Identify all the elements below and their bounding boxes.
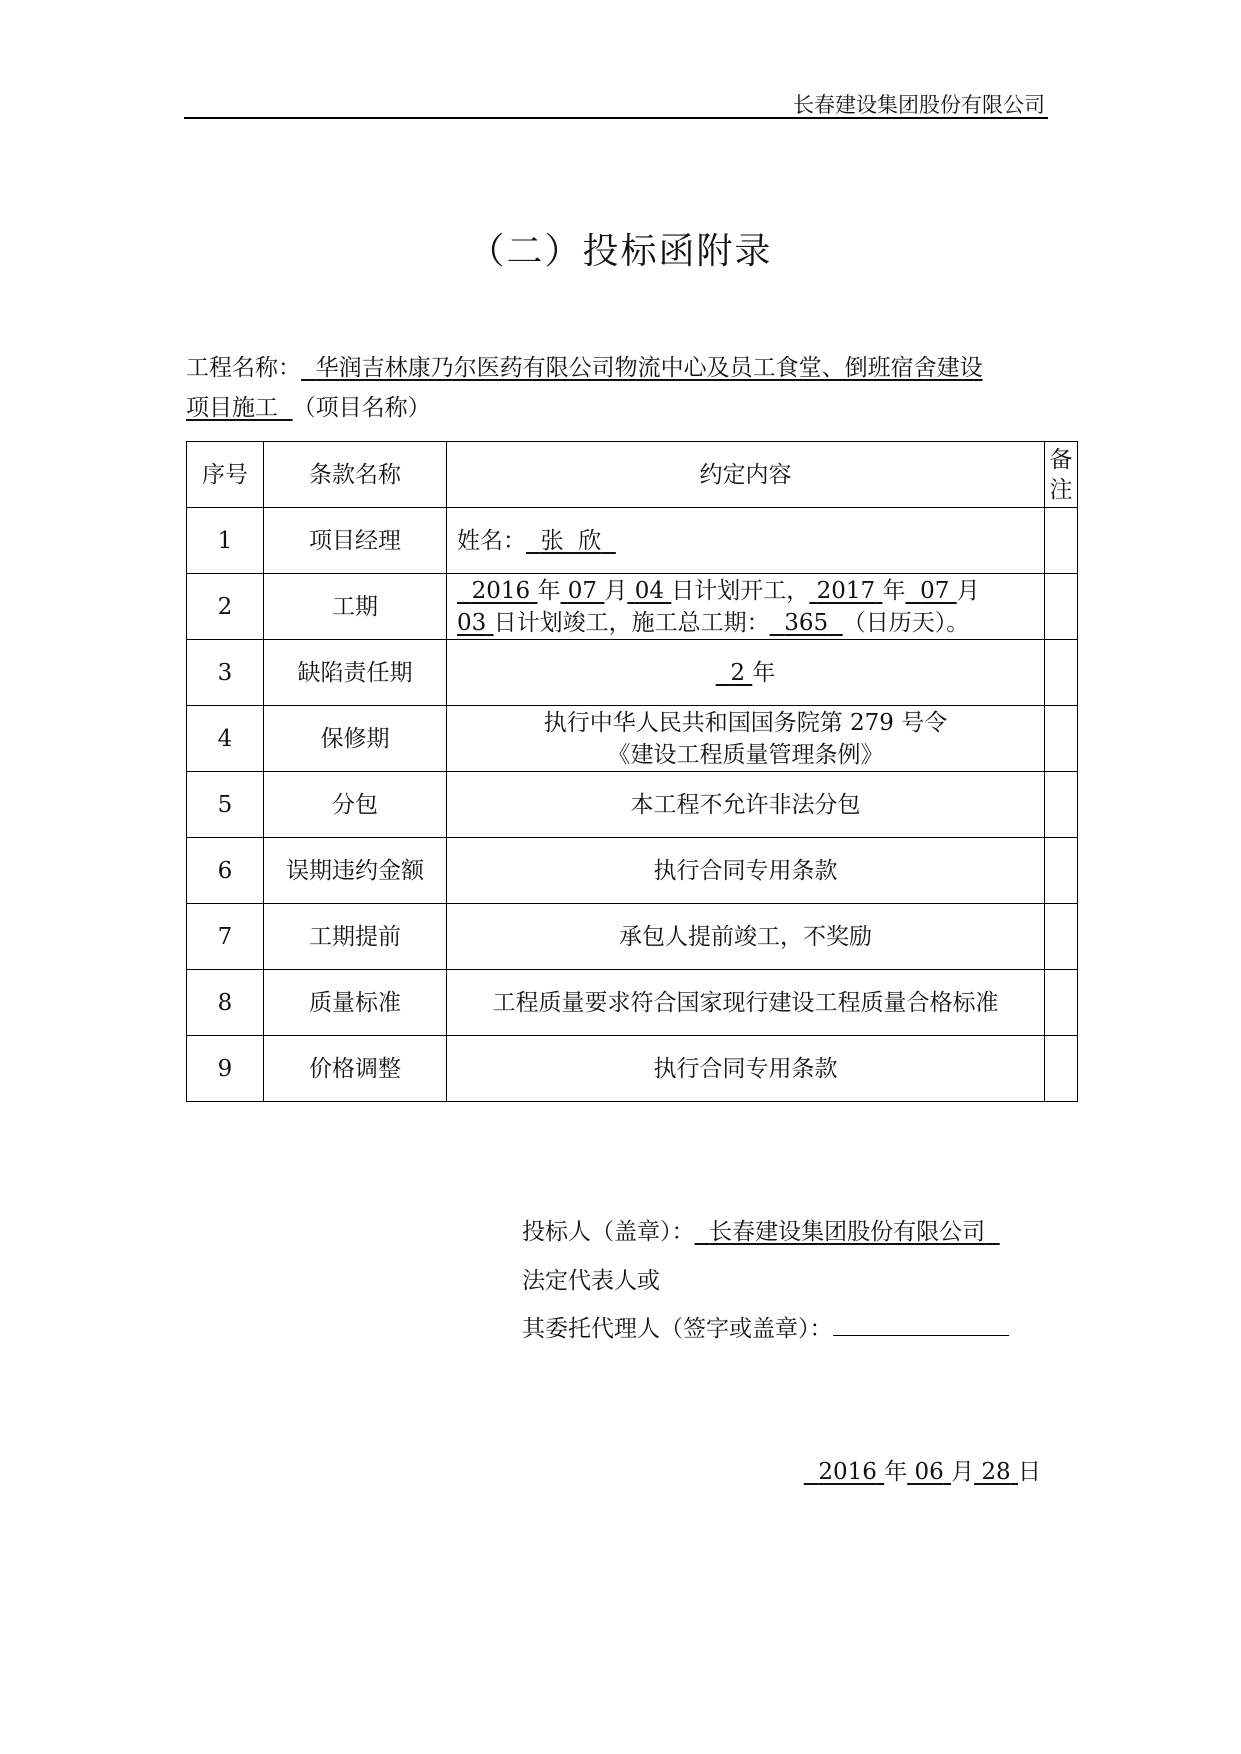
row-no: 6 — [187, 838, 264, 904]
row-content: 2016 年 07 月 04 日计划开工， 2017 年 07 月 03 日计划竣工，施工总工期： 365 （日历天）。 — [447, 574, 1045, 640]
row-clause: 工期 — [264, 574, 447, 640]
row-no: 8 — [187, 970, 264, 1036]
row-remark — [1045, 640, 1078, 706]
row-content: 执行合同专用条款 — [447, 1036, 1045, 1102]
appendix-table — [186, 441, 1078, 1102]
header-remark: 备注 — [1045, 442, 1078, 508]
project-line-2 — [186, 389, 431, 422]
project-line-1 — [186, 349, 983, 382]
header-company-name: 长春建设集团股份有限公司 — [793, 93, 1045, 117]
row-remark — [1045, 904, 1078, 970]
row-clause: 保修期 — [264, 706, 447, 772]
table-row — [187, 838, 1078, 904]
table-row — [187, 574, 1078, 640]
bidder-value: 长春建设集团股份有限公司 — [709, 1219, 986, 1245]
project-name-line1: 华润吉林康乃尔医药有限公司物流中心及员工食堂、倒班宿舍建设 — [315, 355, 983, 381]
row-clause: 价格调整 — [264, 1036, 447, 1102]
page-title: （二）投标函附录 — [468, 231, 773, 272]
project-label: 工程名称： — [186, 355, 301, 381]
row-remark — [1045, 772, 1078, 838]
header-rule — [184, 117, 1048, 119]
row-remark — [1045, 508, 1078, 574]
row-no: 4 — [187, 706, 264, 772]
table-row — [187, 904, 1078, 970]
header-clause: 条款名称 — [264, 442, 447, 508]
table-row — [187, 706, 1078, 772]
row-content: 姓名： 张 欣 — [447, 508, 1045, 574]
row-clause: 分包 — [264, 772, 447, 838]
document-date: 2016 年 06 月 28 日 — [818, 1459, 1041, 1485]
project-name-line2: 项目施工 — [186, 395, 278, 421]
row-content: 本工程不允许非法分包 — [447, 772, 1045, 838]
row-content: 执行中华人民共和国国务院第 279 号令 《建设工程质量管理条例》 — [447, 706, 1045, 772]
row-content: 工程质量要求符合国家现行建设工程质量合格标准 — [447, 970, 1045, 1036]
row-no: 3 — [187, 640, 264, 706]
row-no: 7 — [187, 904, 264, 970]
rep-line-1: 法定代表人或 — [522, 1268, 660, 1294]
row-remark — [1045, 838, 1078, 904]
signature-blank — [833, 1315, 1009, 1336]
row-clause: 缺陷责任期 — [264, 640, 447, 706]
table-row — [187, 772, 1078, 838]
row-clause: 质量标准 — [264, 970, 447, 1036]
table-row — [187, 640, 1078, 706]
row-clause: 工期提前 — [264, 904, 447, 970]
row-remark — [1045, 1036, 1078, 1102]
project-suffix: （项目名称） — [292, 395, 431, 421]
row-clause: 误期违约金额 — [264, 838, 447, 904]
rep-label: 其委托代理人（签字或盖章）： — [522, 1316, 833, 1342]
row-no: 5 — [187, 772, 264, 838]
table-row — [187, 1036, 1078, 1102]
table-row — [187, 508, 1078, 574]
row-remark — [1045, 706, 1078, 772]
header-no: 序号 — [187, 442, 264, 508]
bidder-line — [522, 1213, 1000, 1246]
row-content: 2 年 — [447, 640, 1045, 706]
bidder-label: 投标人（盖章）： — [522, 1219, 695, 1245]
row-remark — [1045, 970, 1078, 1036]
row-no: 2 — [187, 574, 264, 640]
row-remark — [1045, 574, 1078, 640]
header-content: 约定内容 — [447, 442, 1045, 508]
row-no: 9 — [187, 1036, 264, 1102]
table-row — [187, 970, 1078, 1036]
row-content: 执行合同专用条款 — [447, 838, 1045, 904]
row-no: 1 — [187, 508, 264, 574]
row-clause: 项目经理 — [264, 508, 447, 574]
row-content: 承包人提前竣工，不奖励 — [447, 904, 1045, 970]
rep-line-2 — [522, 1310, 1009, 1343]
table-header-row — [187, 442, 1078, 508]
